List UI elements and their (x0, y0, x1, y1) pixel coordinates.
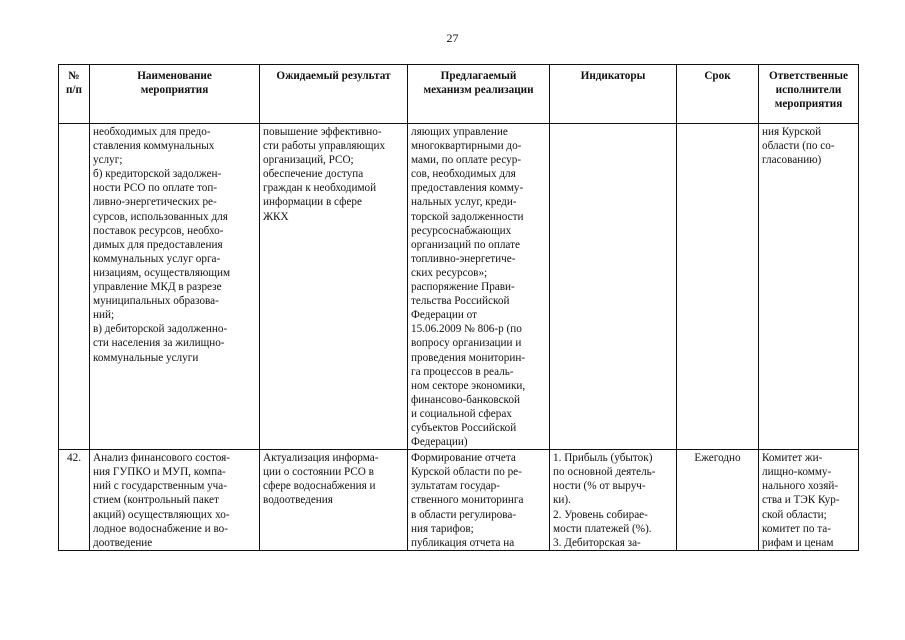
header-num: № п/п (59, 65, 90, 124)
header-responsible: Ответственные исполнители мероприятия (759, 65, 859, 124)
row-num: 42. (59, 450, 90, 551)
page-number: 27 (446, 31, 459, 45)
row-result: повышение эффективно- сти работы управляющих организаций, РСО; обеспечение доступа граждан к необходимой информации в сфере ЖКХ (260, 124, 408, 450)
row-name: необходимых для предо- ставления коммунальных услуг; б) кредиторской задолжен- ности РСО по оплате топ- ливно-энергетических ре- сурсов, использованных для поставок ресурсов, необхо- димых для предоставления коммунальных услуг орга- низациям, осуществляющим управление МКД в разрезе муниципальных образова- ний; в) дебиторской задолженно- сти населения за жилищно- коммунальные услуги (90, 124, 260, 450)
row-responsible: Комитет жи- лищно-комму- нального хозяй- ства и ТЭК Кур- ской области; комитет по та- рифам и ценам (759, 450, 859, 551)
row-indicators (550, 124, 677, 450)
row-responsible: ния Курской области (по со- гласованию) (759, 124, 859, 450)
row-mechanism: Формирование отчета Курской области по ре- зультатам государ- ственного мониторинга в области регулирова- ния тарифов; публикация отчета на (408, 450, 550, 551)
measures-table (58, 64, 859, 551)
row-mechanism: ляющих управление многоквартирными до- мами, по оплате ресур- сов, необходимых для предоставления комму- нальных услуг, креди- торской задолженности ресурсоснабжающих организаций по оплате топливно-энергетиче- ских ресурсов»; распоряжение Прави- тельства Российской Федерации от 15.06.2009 № 806-р (по вопросу организации и проведения мониторин- га процессов в реаль- ном секторе экономики, финансово-банковской и социальной сферах субъектов Российской Федерации) (408, 124, 550, 450)
row-name: Анализ финансового состоя- ния ГУПКО и МУП, компа- ний с государственным уча- стием (контрольный пакет акций) осуществляющих хо- лодное водоснабжение и во- доотведение (90, 450, 260, 551)
table-row (59, 124, 859, 450)
header-term: Срок (677, 65, 759, 124)
header-name: Наименование мероприятия (90, 65, 260, 124)
row-term (677, 124, 759, 450)
header-indicators: Индикаторы (550, 65, 677, 124)
row-term: Ежегодно (677, 450, 759, 551)
header-result: Ожидаемый результат (260, 65, 408, 124)
row-indicators: 1. Прибыль (убыток) по основной деятель- ности (% от выруч- ки). 2. Уровень собирае- мости платежей (%). 3. Дебиторская за- (550, 450, 677, 551)
table-row (59, 450, 859, 551)
header-mechanism: Предлагаемый механизм реализации (408, 65, 550, 124)
row-num (59, 124, 90, 450)
header-row (59, 65, 859, 124)
row-result: Актуализация информа- ции о состоянии РСО в сфере водоснабжения и водоотведения (260, 450, 408, 551)
